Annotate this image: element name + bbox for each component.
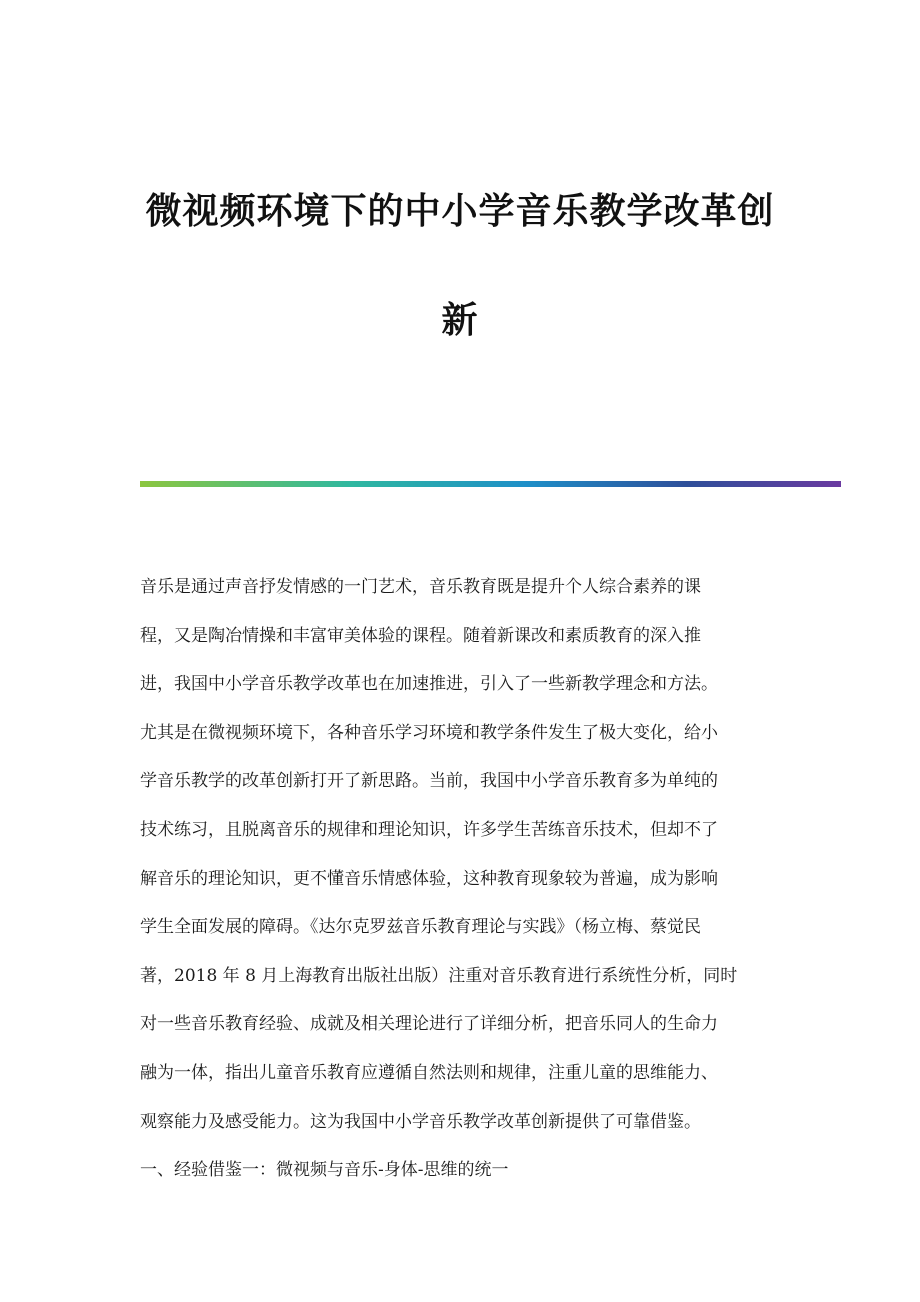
title-line-2: 新 (441, 300, 479, 341)
paragraph-line: 学生全面发展的障碍。《达尔克罗兹音乐教育理论与实践》（杨立梅、蔡觉民 (140, 917, 701, 938)
title-line-1: 微视频环境下的中小学音乐教学改革创 (145, 191, 775, 232)
paragraph-line: 技术练习，且脱离音乐的规律和理论知识，许多学生苦练音乐技术，但却不了 (140, 819, 718, 840)
body-text (140, 563, 780, 1195)
paragraph-line: 音乐是通过声音抒发情感的一门艺术，音乐教育既是提升个人综合素养的课 (140, 577, 701, 597)
section-heading: 一、经验借鉴一：微视频与音乐-身体-思维的统一 (140, 1160, 509, 1181)
paragraph-line: 观察能力及感受能力。这为我国中小学音乐教学改革创新提供了可靠借鉴。 (140, 1111, 701, 1132)
paragraph-line: 程，又是陶冶情操和丰富审美体验的课程。随着新课改和素质教育的深入推 (140, 625, 701, 646)
paragraph-line: 解音乐的理论知识，更不懂音乐情感体验，这种教育现象较为普遍，成为影响 (140, 868, 718, 889)
paragraph-line: 对一些音乐教育经验、成就及相关理论进行了详细分析，把音乐同人的生命力 (140, 1014, 718, 1035)
gradient-divider (140, 481, 841, 487)
paragraph-line: 著，2018 年 8 月上海教育出版社出版）注重对音乐教育进行系统性分析，同时 (140, 965, 738, 986)
paragraph-line: 尤其是在微视频环境下，各种音乐学习环境和教学条件发生了极大变化，给小 (140, 722, 718, 743)
paragraph-line: 融为一体，指出儿童音乐教育应遵循自然法则和规律，注重儿童的思维能力、 (140, 1062, 718, 1083)
paragraph-line: 学音乐教学的改革创新打开了新思路。当前，我国中小学音乐教育多为单纯的 (140, 771, 718, 792)
document-title (0, 183, 920, 350)
paragraph-line: 进，我国中小学音乐教学改革也在加速推进，引入了一些新教学理念和方法。 (140, 674, 718, 695)
